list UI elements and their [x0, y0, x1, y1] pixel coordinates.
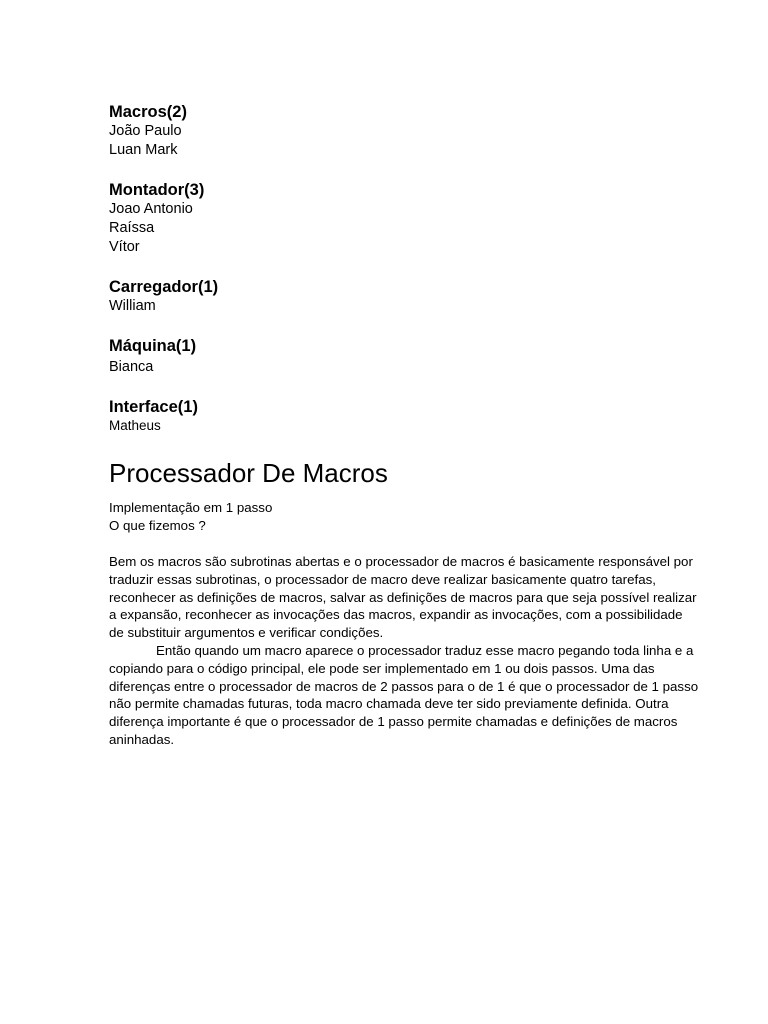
subtitle-line: O que fizemos ? [109, 518, 206, 533]
group-heading: Interface(1) [109, 398, 198, 416]
body-paragraph-indented [109, 642, 699, 749]
group-carregador [109, 277, 699, 316]
document-content [109, 102, 699, 749]
body-paragraph-text: Então quando um macro aparece o processador traduz esse macro pegando toda linha e a copiando para o código principal, ele pode ser implementado em 1 ou dois passos. Uma das diferenças entre o processador de macros de 2 passos para o de 1 é que o processador de 1 passo não permite chamadas futuras, toda macro chamada deve ter sido previamente definida. Outra diferença importante é que o processador de 1 passo permite chamadas e definições de macros aninhadas. [109, 642, 699, 747]
member-name: Matheus [109, 418, 161, 433]
member-name: Vítor [109, 239, 140, 255]
group-heading: Máquina(1) [109, 337, 197, 355]
group-interface [109, 397, 699, 435]
member-list [109, 358, 699, 377]
group-heading: Montador(3) [109, 181, 205, 199]
member-name: João Paulo [109, 123, 182, 139]
member-list [109, 122, 699, 160]
member-list [109, 200, 699, 257]
body-paragraph: Bem os macros são subrotinas abertas e o processador de macros é basicamente responsável por traduzir essas subrotinas, o processador de macro deve realizar basicamente quatro tarefas, reconhecer as definições de macros, salvar as definições de macros para que seja possível realizar a expansão, reconhecer as invocações das macros, expandir as invocações, com a possibilidade de substituir argumentos e verificar condições. [109, 554, 697, 641]
member-name: Joao Antonio [109, 201, 193, 217]
member-list [109, 417, 699, 435]
member-name: William [109, 298, 156, 314]
group-heading: Macros(2) [109, 103, 187, 121]
document-title: Processador De Macros [109, 458, 388, 488]
member-name: Luan Mark [109, 142, 178, 158]
member-name: Bianca [109, 359, 154, 375]
member-list [109, 297, 699, 316]
member-name: Raíssa [109, 220, 155, 236]
group-heading: Carregador(1) [109, 278, 219, 296]
group-maquina [109, 336, 699, 377]
subtitle-line: Implementação em 1 passo [109, 500, 273, 515]
group-macros [109, 102, 699, 160]
group-montador [109, 180, 699, 257]
